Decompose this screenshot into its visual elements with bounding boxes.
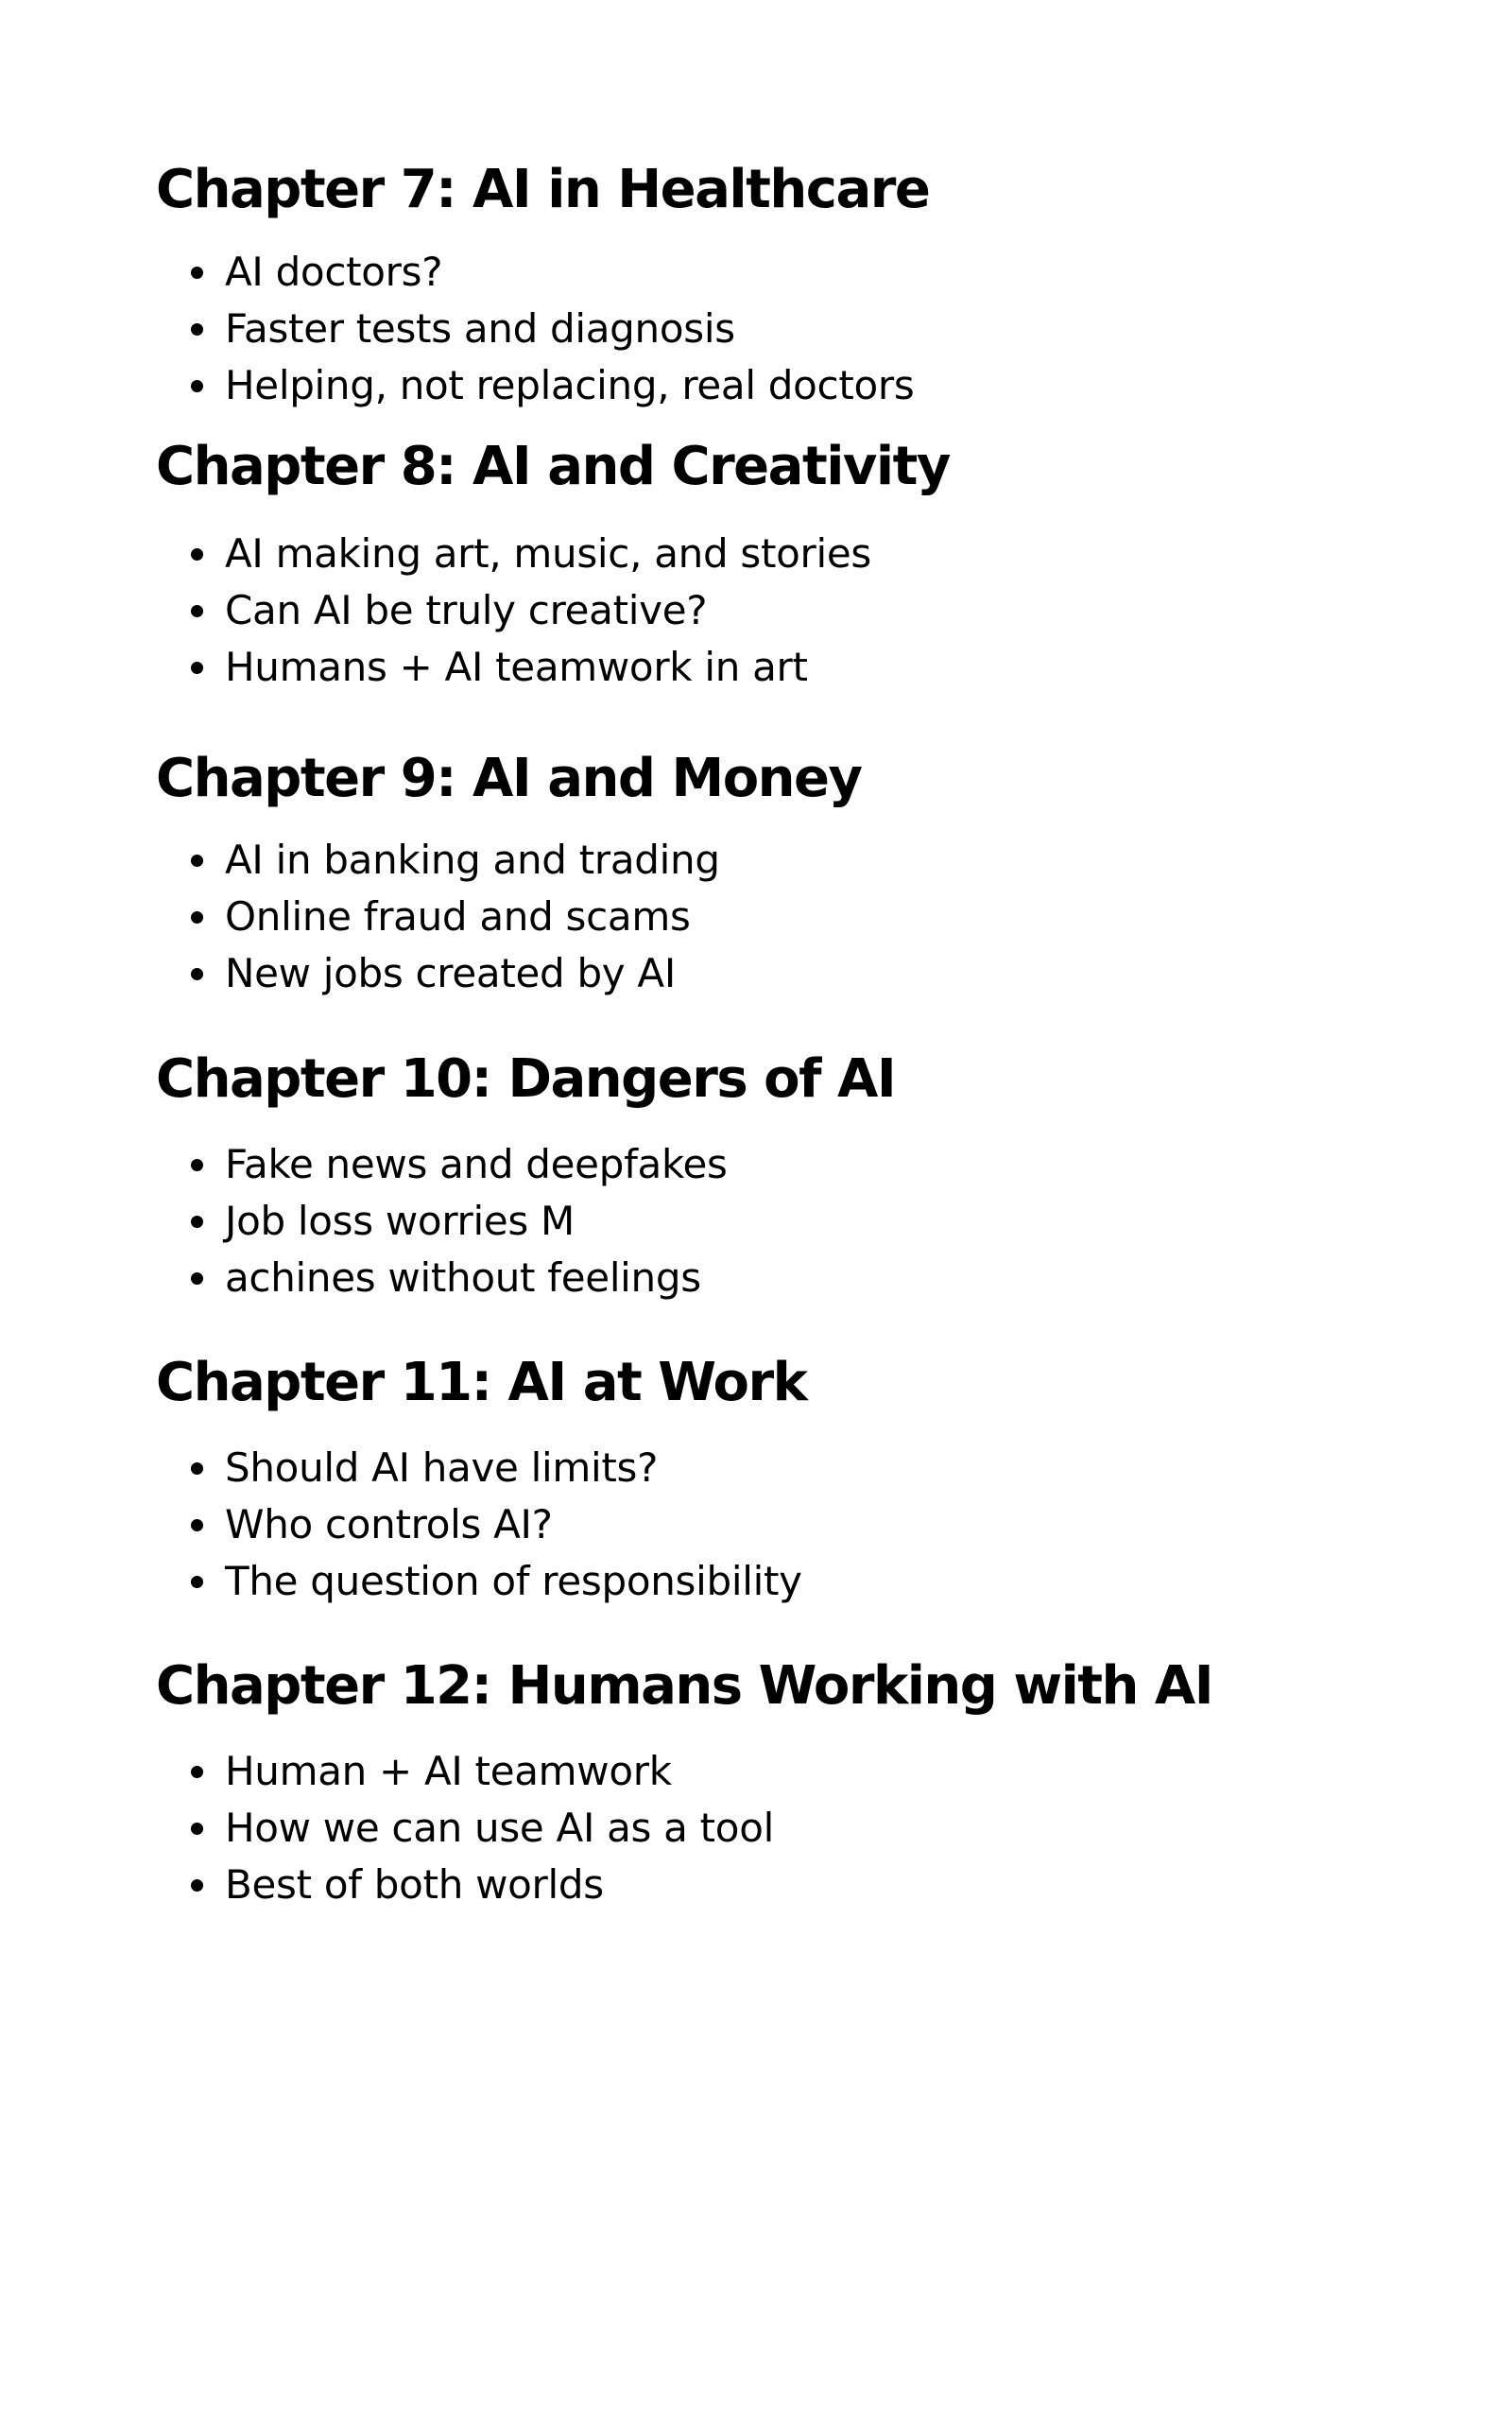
- list-item: Best of both worlds: [156, 1857, 1432, 1913]
- list-item: The question of responsibility: [156, 1553, 1432, 1610]
- list-item: Helping, not replacing, real doctors: [156, 357, 1432, 414]
- list-item: achines without feelings: [156, 1250, 1432, 1306]
- list-item: Should AI have limits?: [156, 1440, 1432, 1496]
- list-item: How we can use AI as a tool: [156, 1800, 1432, 1857]
- bullet-list: [156, 1136, 1432, 1306]
- list-item: Can AI be truly creative?: [156, 582, 1432, 639]
- chapter-11-section: [156, 1350, 1432, 1610]
- list-item: Fake news and deepfakes: [156, 1136, 1432, 1193]
- bullet-list: [156, 244, 1432, 414]
- chapter-heading: Chapter 9: AI and Money: [156, 748, 862, 809]
- chapter-9-section: [156, 746, 1432, 1002]
- list-item: New jobs created by AI: [156, 945, 1432, 1002]
- chapter-heading: Chapter 12: Humans Working with AI: [156, 1655, 1213, 1717]
- chapter-heading: Chapter 8: AI and Creativity: [156, 436, 950, 497]
- chapter-7-section: [156, 157, 1432, 414]
- bullet-list: [156, 526, 1432, 696]
- bullet-list: [156, 1743, 1432, 1913]
- list-item: Online fraud and scams: [156, 889, 1432, 945]
- list-item: Who controls AI?: [156, 1496, 1432, 1553]
- list-item: Humans + AI teamwork in art: [156, 639, 1432, 696]
- list-item: Faster tests and diagnosis: [156, 301, 1432, 357]
- list-item: AI making art, music, and stories: [156, 526, 1432, 582]
- list-item: Job loss worries M: [156, 1193, 1432, 1250]
- chapter-10-section: [156, 1046, 1432, 1306]
- chapter-heading: Chapter 10: Dangers of AI: [156, 1048, 896, 1110]
- list-item: Human + AI teamwork: [156, 1743, 1432, 1800]
- chapter-heading: Chapter 11: AI at Work: [156, 1352, 807, 1413]
- list-item: AI in banking and trading: [156, 832, 1432, 889]
- chapter-heading: Chapter 7: AI in Healthcare: [156, 159, 930, 220]
- chapter-12-section: [156, 1653, 1432, 1913]
- bullet-list: [156, 832, 1432, 1002]
- list-item: AI doctors?: [156, 244, 1432, 301]
- bullet-list: [156, 1440, 1432, 1610]
- chapter-8-section: [156, 434, 1432, 696]
